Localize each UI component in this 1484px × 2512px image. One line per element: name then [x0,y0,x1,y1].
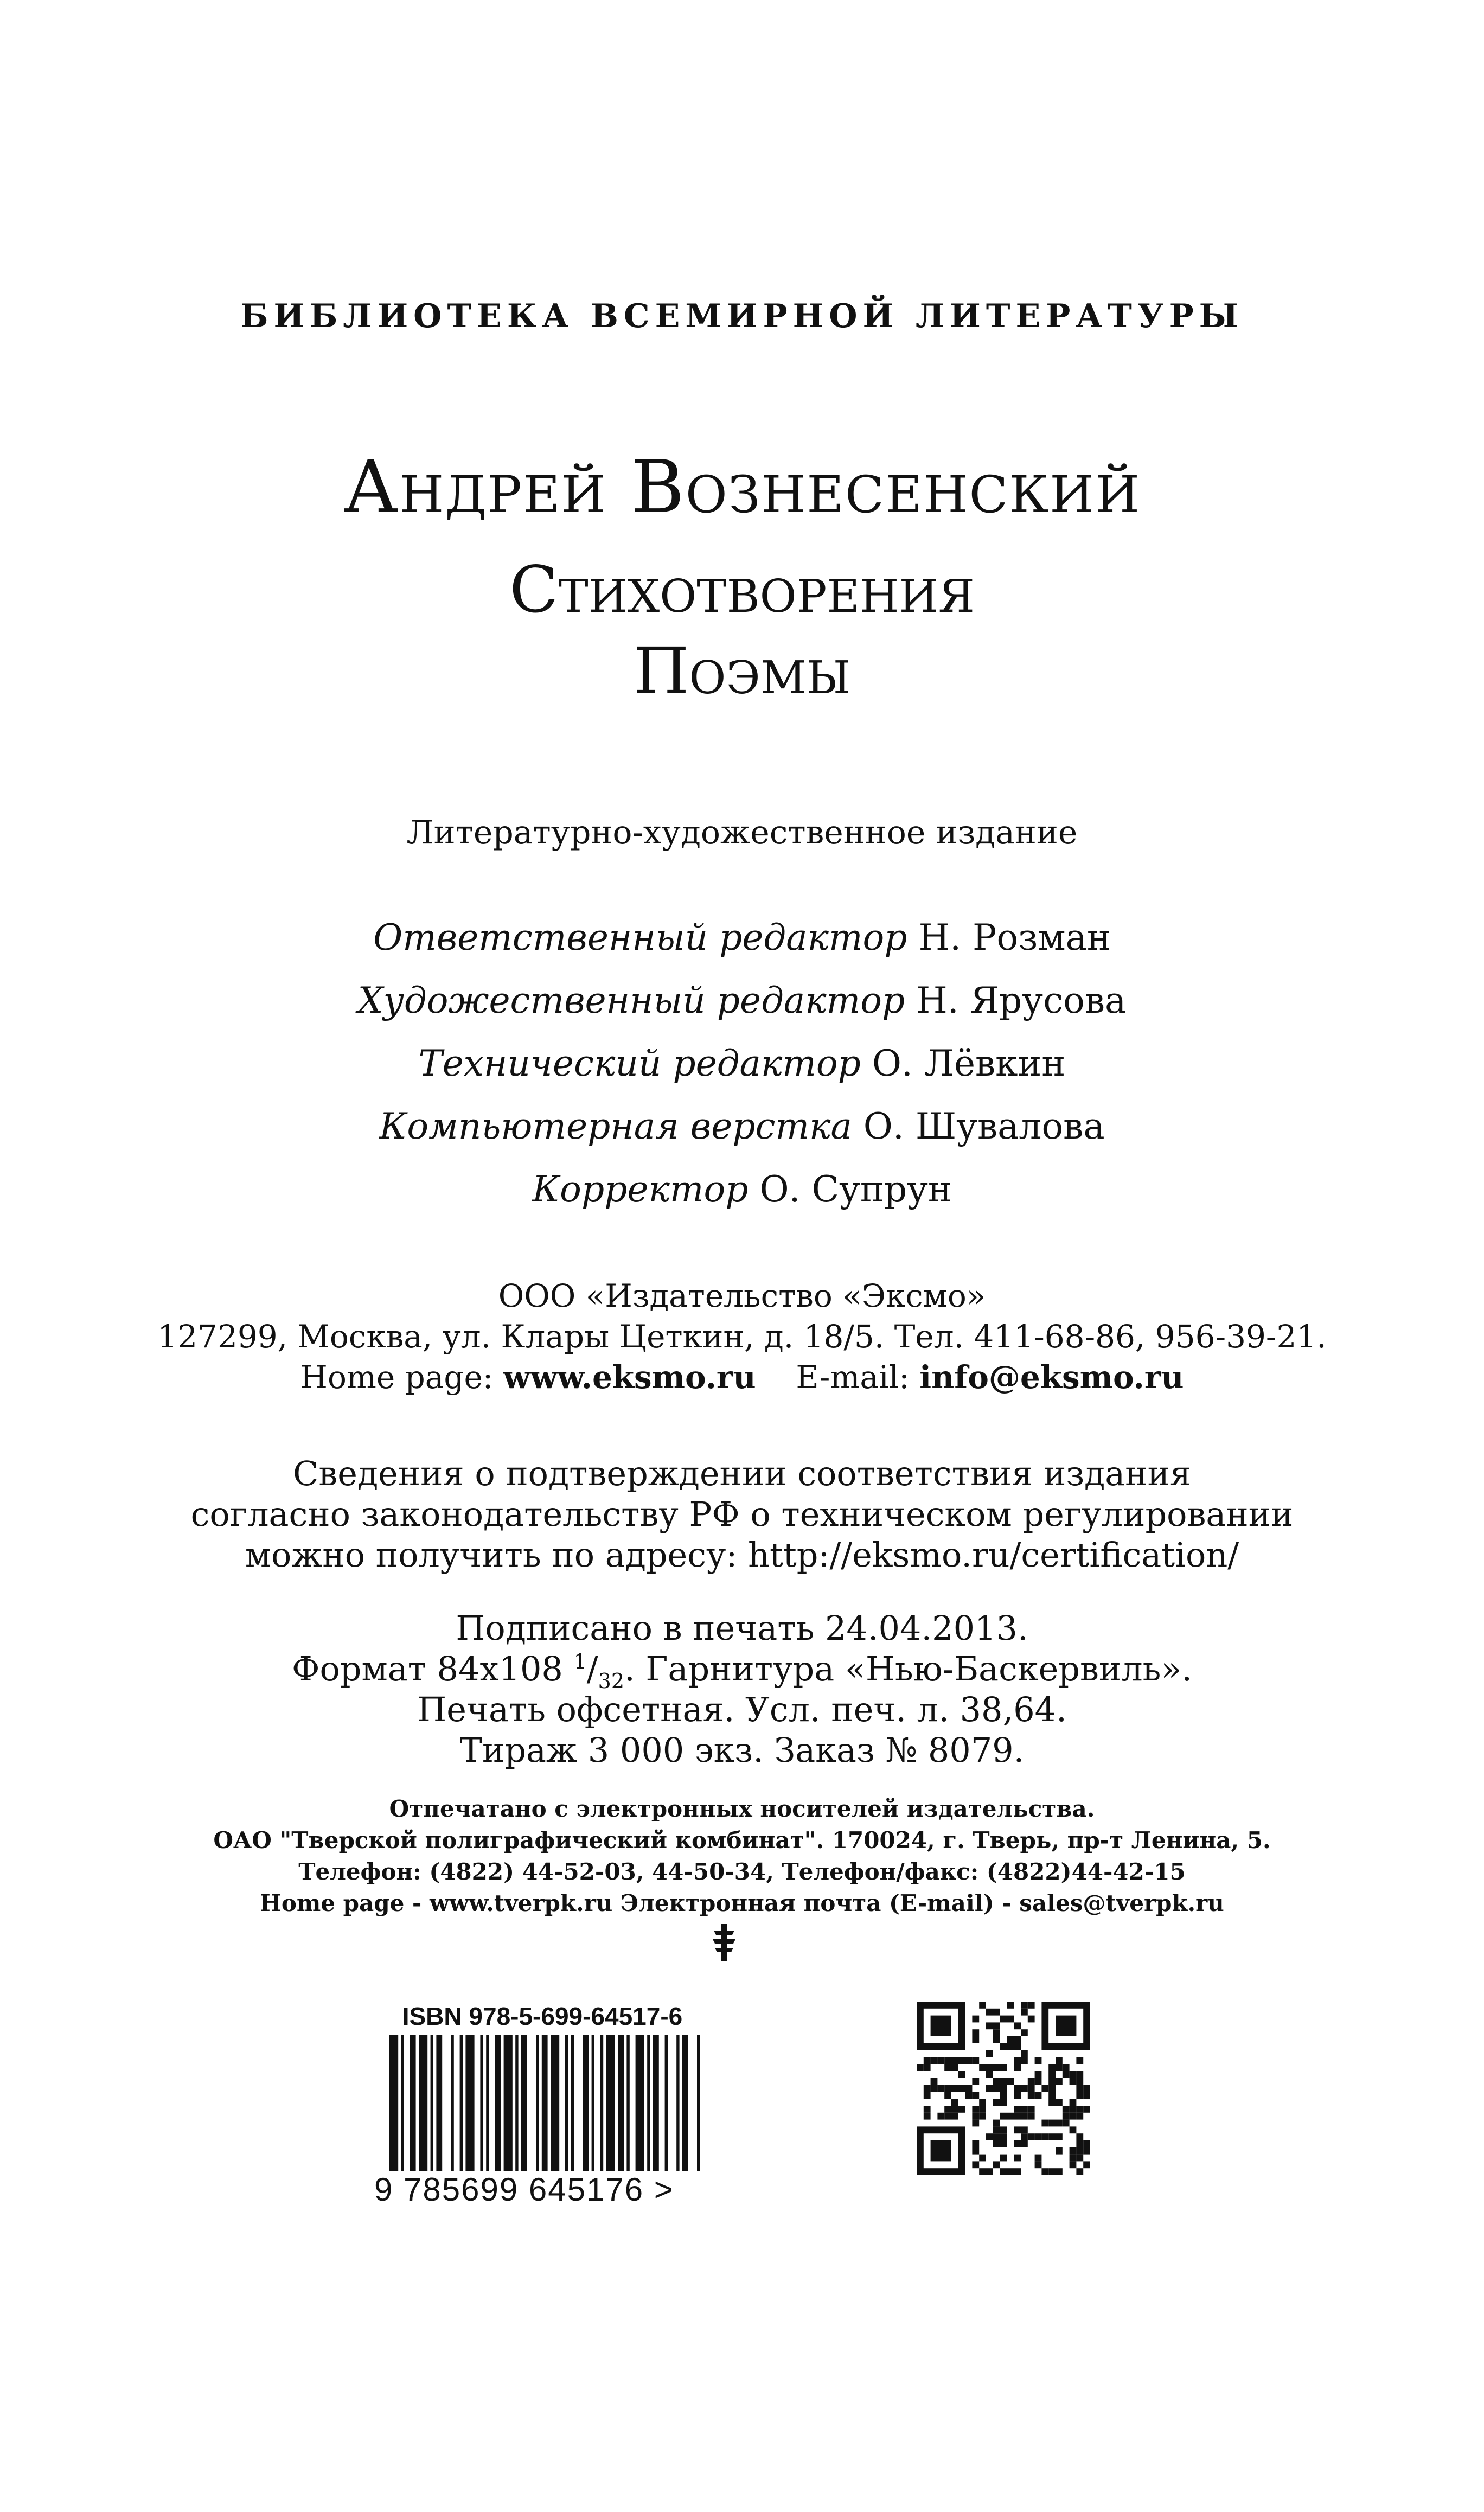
qr-module [1028,2078,1035,2085]
qr-module [986,2085,993,2092]
barcode-bar [551,2035,559,2171]
qr-module [972,2057,979,2064]
qr-module [1028,2106,1035,2113]
qr-module [1063,2120,1070,2127]
qr-module [931,2078,938,2085]
qr-module [1028,2133,1035,2140]
qr-module [1021,2050,1028,2057]
publisher-name: ООО «Издательство «Эксмо» [498,1277,986,1314]
print-run: Тираж 3 000 экз. Заказ № 8079. [459,1730,1025,1770]
barcode-bar [451,2035,453,2171]
qr-module [979,2106,986,2113]
barcode-bars [374,2035,711,2171]
barcode-bar [460,2035,463,2171]
qr-module [1000,2043,1007,2050]
qr-module [972,2113,979,2120]
qr-module [1014,2113,1021,2120]
barcode-bar [653,2035,659,2171]
qr-module [1021,2085,1028,2092]
qr-module [1007,2016,1014,2023]
email-label: E-mail: [796,1359,910,1396]
credit-role: Технический редактор [418,1043,861,1084]
barcode-bar [697,2035,700,2171]
qr-module [1083,2161,1090,2168]
qr-module [1014,2155,1021,2162]
qr-module [1070,2147,1077,2155]
qr-module [965,2057,973,2064]
qr-module [1000,2078,1007,2085]
qr-code [917,2002,1090,2175]
qr-module [924,2064,931,2071]
qr-module [1007,2002,1014,2009]
qr-module [1028,2092,1035,2099]
qr-module [986,2071,993,2078]
qr-module [1076,2057,1083,2064]
barcode-bar [571,2035,574,2171]
qr-module [1083,2106,1090,2113]
qr-module [965,2085,973,2092]
qr-module [1076,2085,1083,2092]
qr-module [1076,2078,1083,2085]
qr-module [1035,2155,1042,2162]
qr-module [944,2064,951,2071]
qr-module [944,2057,951,2064]
qr-module [965,2092,973,2099]
qr-module [1000,2085,1007,2092]
qr-module [1070,2071,1077,2078]
home-page-link[interactable]: www.eksmo.ru [503,1359,756,1396]
qr-module [1070,2161,1077,2168]
qr-module [1070,2078,1077,2085]
qr-module [1028,2085,1035,2092]
isbn-label: ISBN 978-5-699-64517-6 [402,2002,683,2030]
qr-module [1041,2120,1048,2127]
qr-module [951,2057,958,2064]
home-page-label: Home page: [300,1359,494,1396]
certification-line: Сведения о подтверждении соответствия издания [292,1454,1192,1493]
qr-module [986,2133,993,2140]
qr-module [1063,2064,1070,2071]
barcode-bar [636,2035,644,2171]
qr-module [1076,2140,1083,2147]
qr-module [986,2168,993,2175]
credit-line [0,917,1484,958]
qr-module [993,2036,1000,2043]
credit-name: О. Шувалова [863,1105,1105,1147]
format-numerator: 1 [573,1650,587,1673]
qr-module [1048,2078,1056,2085]
qr-module [1076,2155,1083,2162]
barcode-bar [647,2035,650,2171]
qr-module [1063,2071,1070,2078]
qr-module [1048,2092,1056,2099]
barcode-bar [504,2035,513,2171]
barcode-bar [436,2035,442,2171]
qr-module [1041,2085,1048,2092]
qr-module [986,2050,993,2057]
qr-module [1070,2155,1077,2162]
qr-module [1076,2133,1083,2140]
barcode-bar [431,2035,433,2171]
qr-module [979,2168,986,2175]
qr-module [993,2009,1000,2016]
barcode-bar [465,2035,474,2171]
qr-module [1035,2071,1042,2078]
qr-module [972,2036,979,2043]
qr-module [937,2113,944,2120]
qr-module [972,2161,979,2168]
qr-module [1035,2092,1042,2099]
qr-module [1035,2133,1042,2140]
qr-module [1007,2036,1014,2043]
qr-module [951,2113,958,2120]
qr-module [937,2085,944,2092]
qr-module [1048,2099,1056,2106]
qr-module [993,2078,1000,2085]
qr-module [1076,2106,1083,2113]
book-title-line2: Поэмы [633,634,851,708]
qr-module [1021,2002,1028,2009]
barcode-bar [521,2035,527,2171]
printer-line: Телефон: (4822) 44-52-03, 44-50-34, Телефон/факс: (4822)44-42-15 [298,1858,1186,1885]
qr-module [993,2120,1000,2127]
format-prefix: Формат 84х108 [291,1649,563,1689]
credit-line [0,1168,1484,1210]
barcode-bar [565,2035,568,2171]
email-link[interactable]: info@eksmo.ru [919,1359,1184,1396]
qr-module [979,2155,986,2162]
qr-module [972,2106,979,2113]
credit-role: Ответственный редактор [373,917,907,958]
qr-module [1056,2120,1063,2127]
qr-module [1041,2133,1048,2140]
qr-module [1076,2113,1083,2120]
credit-role: Корректор [532,1168,749,1210]
qr-module [1000,2126,1007,2133]
qr-module [1021,2057,1028,2064]
barcode-bar [536,2035,539,2171]
qr-module [1083,2140,1090,2147]
qr-module [951,2106,958,2113]
qr-module [1048,2064,1056,2071]
barcode-bar [410,2035,416,2171]
qr-module [972,2120,979,2127]
qr-module [1056,2057,1063,2064]
qr-module [1014,2106,1021,2113]
qr-module [1083,2147,1090,2155]
qr-finder [931,2016,951,2036]
qr-module [1070,2099,1077,2106]
qr-module [986,2064,993,2071]
qr-module [993,2140,1000,2147]
qr-module [1028,2113,1035,2120]
qr-module [1076,2168,1083,2175]
qr-module [1021,2140,1028,2147]
qr-module [979,2002,986,2009]
qr-module [958,2085,965,2092]
signed-date: Подписано в печать 24.04.2013. [456,1608,1028,1648]
barcode-bar [486,2035,489,2171]
credit-line [0,1043,1484,1084]
barcode-bar [600,2035,603,2171]
qr-module [924,2113,931,2120]
barcode-bar [389,2035,398,2171]
qr-module [958,2106,965,2113]
barcode-bar [495,2035,501,2171]
qr-module [1056,2133,1063,2140]
qr-module [1007,2078,1014,2085]
qr-module [958,2071,965,2078]
qr-module [1000,2155,1007,2162]
qr-module [1021,2133,1028,2140]
qr-module [1076,2092,1083,2099]
qr-finder [931,2140,951,2161]
qr-module [1000,2099,1007,2106]
qr-module [986,2022,993,2029]
qr-module [1076,2147,1083,2155]
barcode-digits: 9 785699 645176 > [374,2171,674,2208]
qr-module [1014,2140,1021,2147]
qr-module [944,2113,951,2120]
qr-module [1083,2092,1090,2099]
qr-module [1056,2078,1063,2085]
qr-module [993,2133,1000,2140]
barcode-bar [592,2035,594,2171]
printer-logo-icon [711,1923,738,1962]
qr-module [944,2106,951,2113]
barcode-bar [480,2035,483,2171]
qr-module [1014,2064,1021,2071]
qr-module [1007,2113,1014,2120]
qr-module [972,2147,979,2155]
qr-module [951,2085,958,2092]
qr-module [1021,2009,1028,2016]
format-denominator: 32 [598,1669,625,1693]
credit-line [0,1105,1484,1147]
qr-module [1048,2071,1056,2078]
qr-module [979,2099,986,2106]
qr-module [993,2029,1000,2036]
qr-module [1035,2078,1042,2085]
barcode-bar [515,2035,518,2171]
qr-module [986,2009,993,2016]
qr-module [1028,2016,1035,2023]
certification-line: согласно законодательству РФ о техническом регулировании [190,1494,1294,1534]
credit-name: Н. Розман [918,917,1111,958]
qr-module [1070,2126,1077,2133]
credit-line [0,980,1484,1021]
qr-module [993,2099,1000,2106]
qr-module [972,2029,979,2036]
author-name: Андрей Вознесенский [343,445,1141,529]
qr-module [1021,2126,1028,2133]
qr-module [1048,2133,1056,2140]
qr-module [931,2085,938,2092]
printer-line: ОАО "Тверской полиграфический комбинат". 170024, г. Тверь, пр-т Ленина, 5. [213,1827,1271,1853]
print-type: Печать офсетная. Усл. печ. л. 38,64. [417,1690,1067,1729]
book-title-line1: Стихотворения [509,552,975,627]
qr-module [1021,2029,1028,2036]
certification-line: можно получить по адресу: http://eksmo.ru/certification/ [245,1535,1239,1575]
qr-module [972,2078,979,2085]
credit-role: Компьютерная верстка [379,1105,852,1147]
barcode-bar [583,2035,589,2171]
qr-module [1014,2022,1021,2029]
qr-module [979,2064,986,2071]
qr-module [993,2161,1000,2168]
qr-module [1070,2113,1077,2120]
credit-name: О. Супрун [759,1168,952,1210]
qr-module [1014,2036,1021,2043]
publisher-address: 127299, Москва, ул. Клары Цеткин, д. 18/5. Тел. 411-68-86, 956-39-21. [157,1318,1327,1355]
qr-module [1048,2120,1056,2127]
qr-module [979,2113,986,2120]
qr-module [1000,2133,1007,2140]
qr-module [931,2057,938,2064]
edition-type: Литературно-художественное издание [406,814,1078,852]
qr-module [1070,2106,1077,2113]
qr-module [1063,2106,1070,2113]
qr-module [944,2092,951,2099]
qr-module [1000,2168,1007,2175]
qr-module [1000,2092,1007,2099]
qr-module [1021,2113,1028,2120]
barcode-bar [682,2035,688,2171]
barcode-bar [401,2035,404,2171]
qr-module [1000,2113,1007,2120]
series-title: БИБЛИОТЕКА ВСЕМИРНОЙ ЛИТЕРАТУРЫ [240,297,1244,335]
credit-role: Художественный редактор [357,980,905,1021]
qr-module [993,2085,1000,2092]
format-suffix: . Гарнитура «Нью-Баскервиль». [624,1649,1192,1689]
qr-module [937,2057,944,2064]
barcode-bar [626,2035,629,2171]
qr-module [944,2085,951,2092]
isbn-barcode [374,2002,711,2229]
format-line: Формат 84х108 $^1/_{32}$. Гарнитура «Нью-Баскервиль». [291,1649,1192,1693]
qr-module [1056,2099,1063,2106]
qr-module [951,2064,958,2071]
qr-module [1014,2043,1021,2050]
barcode-bar [419,2035,427,2171]
qr-module [1007,2043,1014,2050]
qr-module [1056,2064,1063,2071]
qr-module [1007,2168,1014,2175]
credit-name: О. Лёвкин [872,1043,1066,1084]
qr-module [1048,2168,1056,2175]
printer-line: Home page - www.tverpk.ru Электронная почта (E-mail) - sales@tverpk.ru [260,1890,1224,1916]
qr-module [1014,2092,1021,2099]
qr-module [1014,2057,1021,2064]
qr-module [924,2057,931,2064]
qr-module [1056,2168,1063,2175]
qr-module [1041,2168,1048,2175]
qr-module [924,2092,931,2099]
qr-module [917,2064,924,2071]
qr-module [1000,2016,1007,2023]
qr-module [958,2057,965,2064]
barcode-bar [606,2035,615,2171]
qr-module [972,2140,979,2147]
qr-module [1000,2064,1007,2071]
barcode-bar [618,2035,624,2171]
qr-module [924,2085,931,2092]
qr-module [1021,2106,1028,2113]
qr-module [1014,2168,1021,2175]
qr-module [993,2064,1000,2071]
qr-module [1076,2071,1083,2078]
qr-finder [1056,2016,1076,2036]
qr-module [1000,2140,1007,2147]
qr-module [993,2126,1000,2133]
printer-line: Отпечатано с электронных носителей издательства. [389,1795,1095,1822]
barcode-bar [665,2035,668,2171]
barcode-bar [542,2035,548,2171]
qr-module [972,2016,979,2023]
qr-module [1028,2002,1035,2009]
qr-module [1035,2057,1042,2064]
qr-module [951,2099,958,2106]
credit-name: Н. Ярусова [916,980,1127,1021]
qr-module [924,2106,931,2113]
qr-module [1063,2113,1070,2120]
qr-module [1056,2147,1063,2155]
qr-module [1083,2085,1090,2092]
barcode-bar [676,2035,679,2171]
qr-module [1048,2085,1056,2092]
qr-module [1014,2085,1021,2092]
qr-module [993,2022,1000,2029]
publisher-contacts [0,1359,1484,1396]
qr-module [1014,2126,1021,2133]
qr-module [1035,2161,1042,2168]
qr-module [972,2092,979,2099]
